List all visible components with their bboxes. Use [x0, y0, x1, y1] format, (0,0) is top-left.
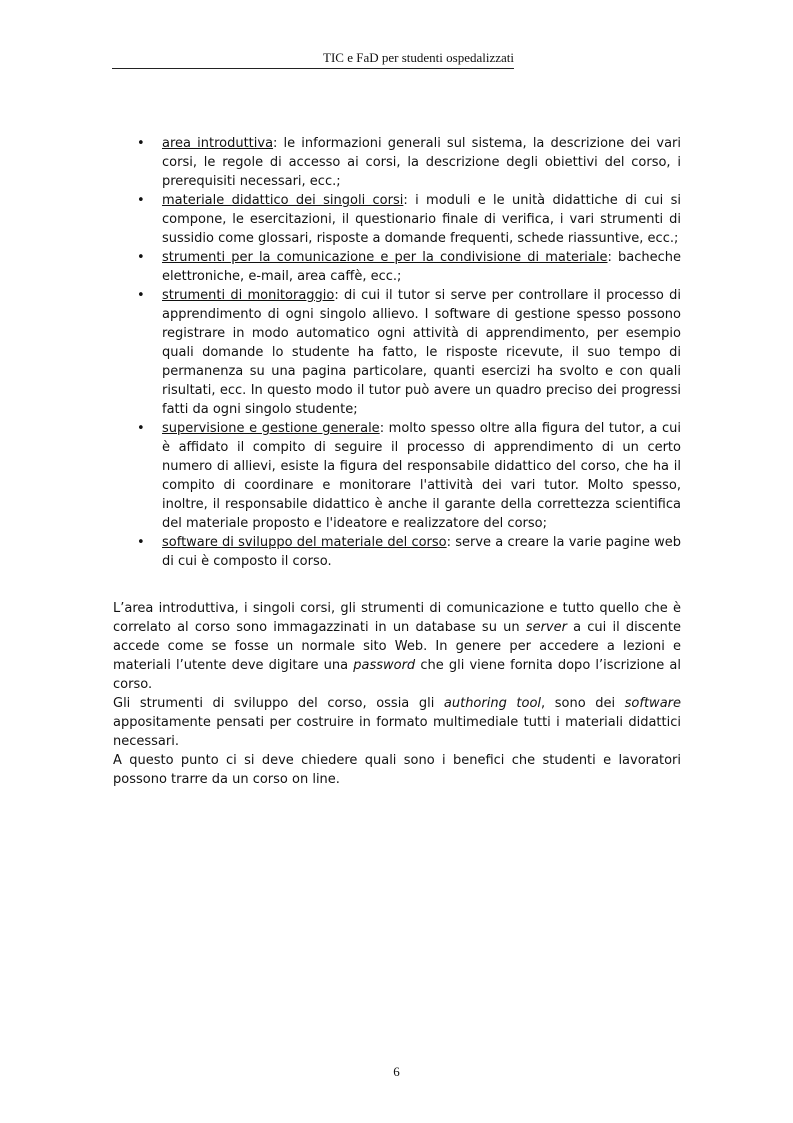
list-item-text: : di cui il tutor si serve per controllare il processo di apprendimento di ogni singolo allievo. I software di gestione spesso possono registrare in modo automatico ogni attività di apprendimento, per esempio quali domande lo studente ha fatto, le risposte ricevute, il suo tempo di permanenza su una pagina particolare, quanti esercizi ha svolto e con quali risultati, ecc. In questo modo il tutor può avere un quadro preciso dei progressi fatti da ogni singolo studente; [162, 288, 682, 417]
text-run: L’area introduttiva, i singoli corsi, gli strumenti di comunicazione e tutto quello che è correlato al corso sono immagazzinati in un database su un [113, 601, 681, 635]
bullet-list [137, 134, 681, 571]
list-item-term: software di sviluppo del materiale del corso [162, 535, 447, 550]
italic-term: authoring tool [443, 696, 542, 711]
text-run: a cui il discente accede come se fosse un normale sito Web. In genere per accedere a lezioni e materiali l’utente deve digitare una [113, 620, 681, 673]
list-item-term: strumenti di monitoraggio [162, 288, 335, 303]
text-run: , sono dei [541, 696, 625, 711]
body-text [113, 599, 681, 789]
header-rule [112, 68, 514, 69]
list-item [137, 286, 681, 419]
list-item [137, 533, 681, 571]
list-item-term: supervisione e gestione generale [162, 421, 380, 436]
italic-term: software [624, 696, 681, 711]
text-run: Gli strumenti di sviluppo del corso, ossia gli [113, 696, 444, 711]
list-item [137, 191, 681, 248]
paragraph-benefits: A questo punto ci si deve chiedere quali sono i benefici che studenti e lavoratori possono trarre da un corso on line. [113, 753, 681, 787]
text-run: che gli viene fornita dopo l’iscrizione al corso. [113, 658, 681, 692]
page-number: 6 [393, 1064, 400, 1079]
list-item [137, 134, 681, 191]
italic-term: server [525, 620, 567, 635]
italic-term: password [353, 658, 416, 673]
paragraph-authoring [113, 694, 681, 751]
list-item [137, 419, 681, 533]
list-item-term: area introduttiva [162, 136, 274, 151]
list-item-text: : i moduli e le unità didattiche di cui si compone, le esercitazioni, il questionario finale di verifica, i vari strumenti di sussidio come glossari, risposte a domande frequenti, schede riassuntive, ecc.; [162, 193, 682, 246]
list-item-term: materiale didattico dei singoli corsi [162, 193, 404, 208]
text-run: appositamente pensati per costruire in formato multimediale tutti i materiali didattici necessari. [113, 715, 681, 749]
running-header: TIC e FaD per studenti ospedalizzati [323, 50, 514, 65]
list-item-text: : bacheche elettroniche, e-mail, area caffè, ecc.; [162, 250, 682, 284]
list-item-text: : serve a creare la varie pagine web di cui è composto il corso. [162, 535, 682, 569]
list-item-text: : le informazioni generali sul sistema, la descrizione dei vari corsi, le regole di accesso ai corsi, la descrizione degli obiettivi del corso, i prerequisiti necessari, ecc.; [162, 136, 681, 189]
list-item-text: : molto spesso oltre alla figura del tutor, a cui è affidato il compito di seguire il processo di apprendimento di un certo numero di allievi, esiste la figura del responsabile didattico del corso, che ha il compito di coordinare e monitorare l'attività dei vari tutor. Molto spesso, inoltre, il responsabile didattico è anche il garante della correttezza scientifica del materiale proposto e l'ideatore e realizzatore del corso; [162, 421, 682, 531]
paragraph-database [113, 599, 681, 694]
list-item [137, 248, 681, 286]
list-item-term: strumenti per la comunicazione e per la condivisione di materiale [162, 250, 608, 265]
